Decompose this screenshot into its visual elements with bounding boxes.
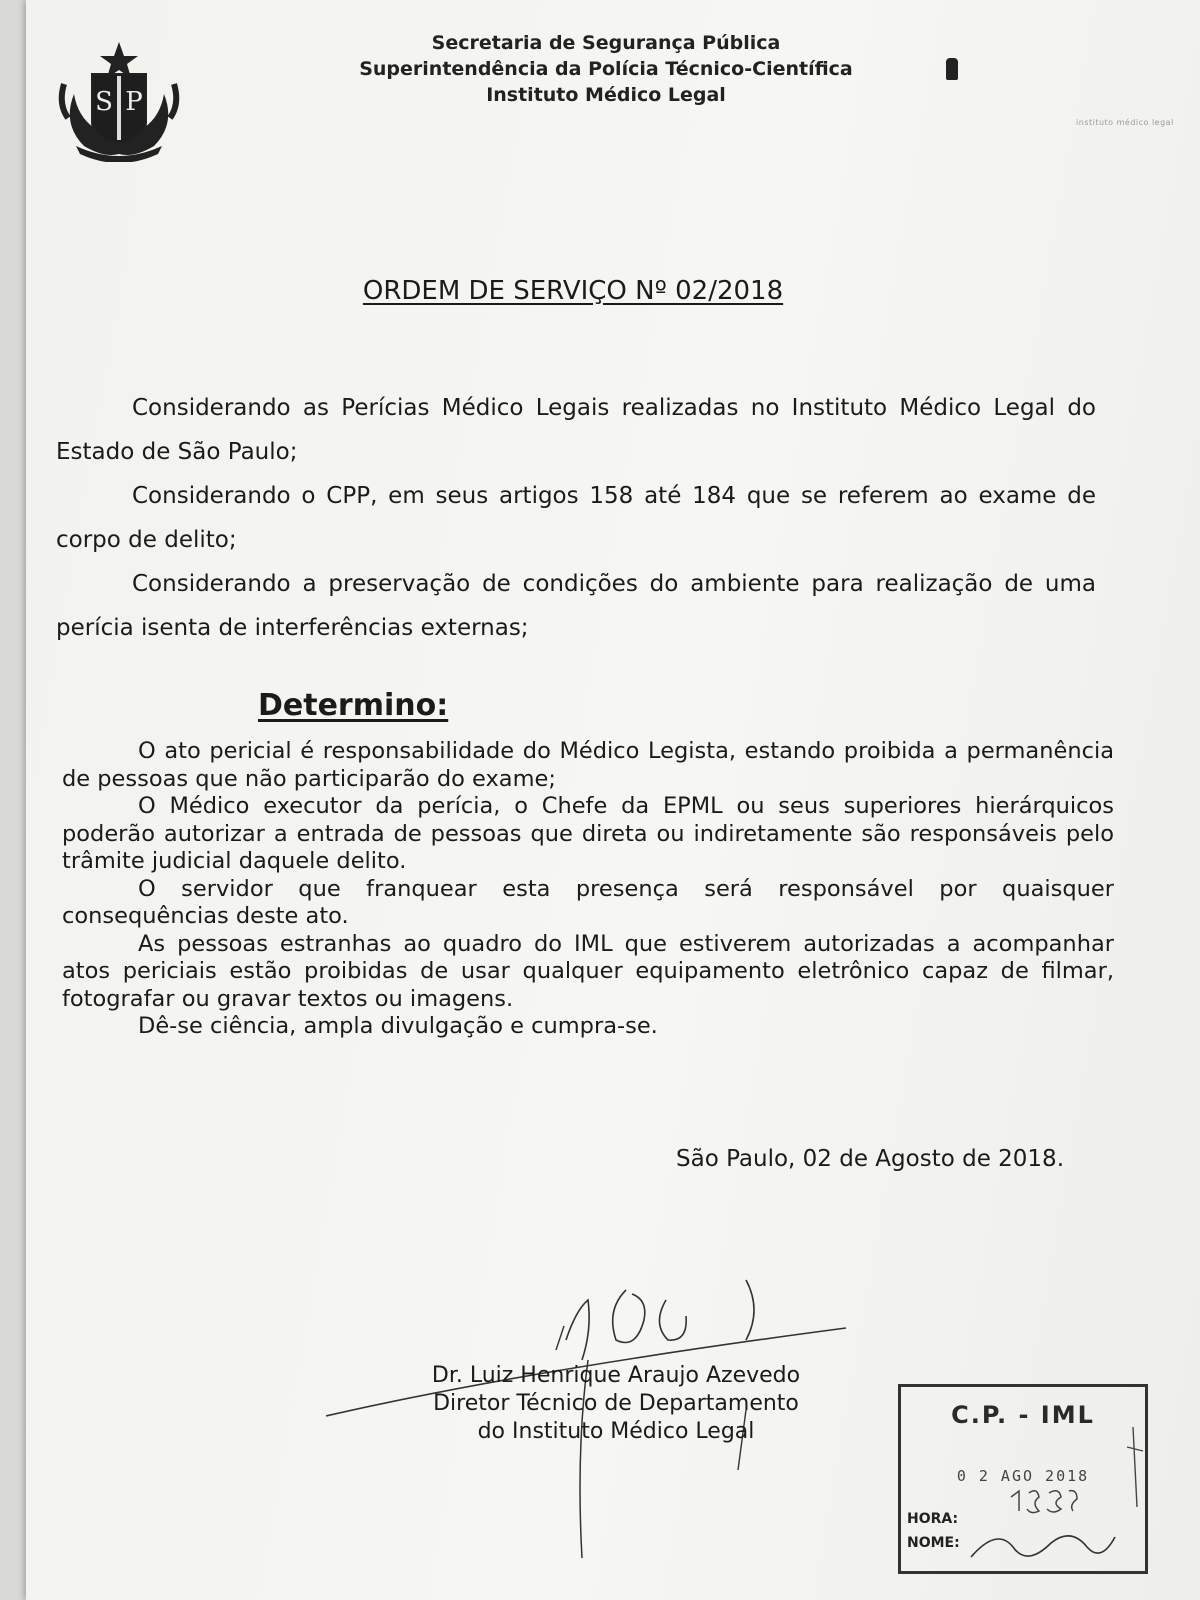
determination-paragraph: As pessoas estranhas ao quadro do IML que estiverem autorizadas a acompanhar atos periciais estão proibidas de usar qualquer equipamento eletrônico capaz de filmar, fotografar ou gravar textos ou imagens. — [62, 930, 1114, 1012]
sp-state-crest-icon — [54, 34, 184, 162]
document-title: ORDEM DE SERVIÇO Nº 02/2018 — [362, 276, 784, 306]
ink-mark — [946, 58, 958, 80]
determination-paragraph: Dê-se ciência, ampla divulgação e cumpra-se. — [138, 1013, 658, 1039]
consideration-paragraph: Considerando o CPP, em seus artigos 158 até 184 que se referem ao exame de corpo de delito; — [56, 483, 1096, 553]
small-note: instituto médico legal — [1076, 118, 1174, 127]
determination-paragraph: O Médico executor da perícia, o Chefe da EPML ou seus superiores hierárquicos poderão autorizar a entrada de pessoas que direta ou indiretamente são responsáveis pelo trâmite judicial daquele delito. — [62, 793, 1114, 874]
determino-heading: Determino: — [258, 688, 449, 723]
svg-text:P: P — [125, 87, 143, 117]
document-page — [26, 0, 1200, 1600]
determination-paragraph: O ato pericial é responsabilidade do Médico Legista, estando proibida a permanência de pessoas que não participarão do exame; — [62, 738, 1114, 792]
signer-role: Diretor Técnico de Departamento — [433, 1391, 799, 1416]
signer-name: Dr. Luiz Henrique Araujo Azevedo — [431, 1363, 801, 1388]
signer-block — [406, 1362, 826, 1446]
stamp-hora-label: HORA: — [907, 1511, 959, 1527]
date-line: São Paulo, 02 de Agosto de 2018. — [676, 1146, 1065, 1172]
considerations-block — [56, 386, 1096, 650]
signer-institution: do Instituto Médico Legal — [477, 1419, 755, 1444]
header-line-instituto: Instituto Médico Legal — [486, 84, 726, 106]
stamp-date: 0 2 AGO 2018 — [956, 1467, 1090, 1485]
determinations-block — [62, 738, 1114, 1041]
stamp-title: C.P. - IML — [951, 1401, 1095, 1429]
header-line-secretaria: Secretaria de Segurança Pública — [431, 32, 781, 54]
stamp-handwriting — [901, 1387, 1151, 1577]
crest-letter-s: S — [95, 87, 113, 117]
stamp-nome-label: NOME: — [907, 1535, 960, 1551]
consideration-paragraph: Considerando as Perícias Médico Legais realizadas no Instituto Médico Legal do Estado de São Paulo; — [56, 395, 1096, 465]
determination-paragraph: O servidor que franquear esta presença será responsável por quaisquer consequências deste ato. — [62, 875, 1114, 929]
consideration-paragraph: Considerando a preservação de condições do ambiente para realização de uma perícia isenta de interferências externas; — [56, 571, 1096, 641]
institution-header — [286, 30, 926, 108]
header-line-superintendencia: Superintendência da Polícia Técnico-Científica — [359, 58, 853, 80]
reception-stamp — [898, 1384, 1148, 1574]
